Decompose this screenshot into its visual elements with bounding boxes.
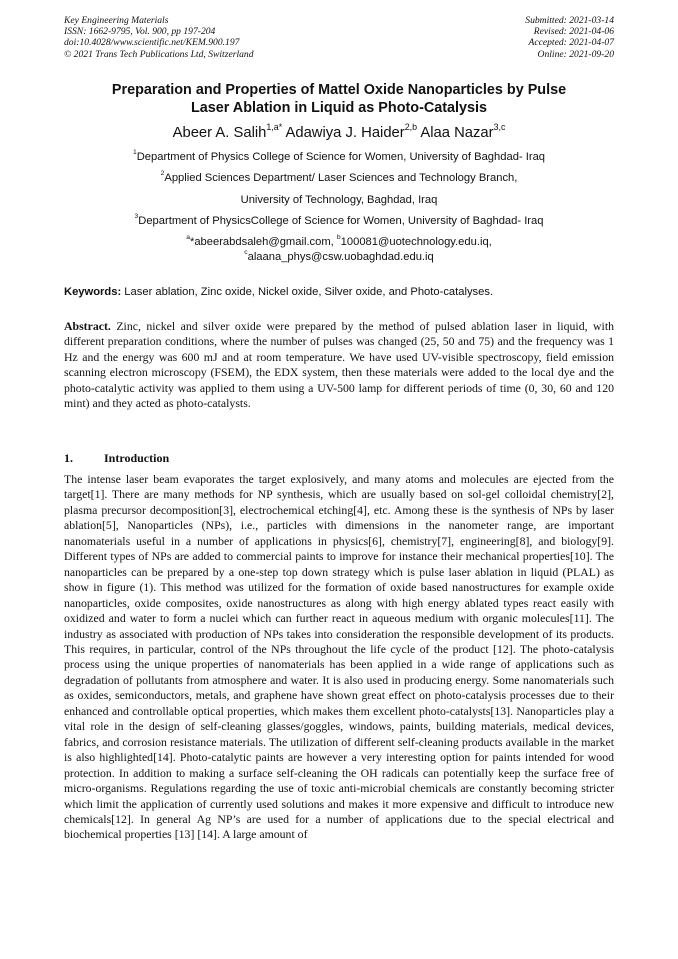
affiliation-text: Department of PhysicsCollege of Science for Women, University of Baghdad- Iraq (138, 215, 544, 227)
email-sup: c (244, 249, 248, 257)
abstract-label: Abstract. (64, 319, 111, 333)
revised-date: Revised: 2021-04-06 (533, 26, 614, 38)
title-line-2: Laser Ablation in Liquid as Photo-Catalysis (190, 99, 488, 116)
abstract (64, 319, 614, 411)
author-list (40, 124, 638, 142)
email-sup: a (186, 234, 190, 242)
affiliation-sup: 2 (160, 170, 165, 178)
affiliation-text: Applied Sciences Department/ Laser Sciences and Technology Branch, (164, 172, 518, 184)
introduction-paragraph: The intense laser beam evaporates the target explosively, and many atoms and molecules are ejected from the target[1]. There are many methods for NP synthesis, which are usually based on sol-gel colloidal chemistry[2], plasma precursor decomposition[3], electrochemical etching[4], etc. Among these is the synthesis of NPs by laser ablation[5], Nanoparticles (NPs), i.e., particles with dimensions in the nanometer range, are important nanomaterials useful in a number of applications in physics[6], chemistry[7], engineering[8], and biology[9]. Different types of NPs are added to commercial paints to improve for instance their mechanical properties[10]. The nanoparticles can be prepared by a one-step top down strategy which is pulse laser ablation in liquid (PLAL) as show in figure (1). This method was utilized for the formation of oxide based nanostructures for example oxide nanoparticles, oxide composites, oxide nanostructures as along with high energy ablated types react easily with oxidized and water to form a nuclei which can further react in aqueous medium with organic molecules[11]. The industry as associated with production of NPs takes into consideration the responsible development of its products. This requires, in particular, control of the NPs throughout the life cycle of the product [12]. The photo-catalysis process using the unique properties of nanomaterials has been applied in a wide range of applications such as degradation of pollutants from atmosphere and water. It is also used in producing energy. Some nanomaterials such as oxides, semiconductors, metals, and graphene have shown great effect on photo-catalysis processes due to their enhanced and controllable optical properties, which makes them excellent photo-catalysts[13]. Nanoparticles play a vital role in the design of self-cleaning glasses/goggles, windows, paints, building materials, medical devices, fabrics, and corrosion resistance materials. The utilization of different self-cleaning products available in the market is also highlighted[14]. Photo-catalytic paints are however a very interesting option for paints intended for wood protection. In addition to making a surface self-cleaning the OH radicals can potentially keep the surface free of micro-organisms. Regulations regarding the use of toxic anti-microbial chemicals are constantly becoming stricter which limit the application of currently used solutions and makes it more expensive and difficult to introduce new chemicals[12]. In general Ag NP’s are used for a number of applications due to the special electrical and biochemical properties [13] [14]. A large amount of (64, 472, 614, 842)
affiliation-2-line-2: University of Technology, Baghdad, Iraq (240, 194, 438, 206)
online-date: Online: 2021-09-20 (537, 48, 614, 60)
email-line-1 (40, 235, 638, 249)
accepted-date: Accepted: 2021-04-07 (528, 37, 614, 49)
issn-line: ISSN: 1662-9795, Vol. 900, pp 197-204 (64, 26, 216, 38)
keywords (64, 285, 624, 299)
affiliation-sup: 3 (134, 213, 139, 221)
email-a[interactable]: *abeerabdsaleh@gmail.com, (189, 236, 337, 248)
section-title: Introduction (104, 451, 170, 465)
section-number: 1. (64, 451, 73, 465)
copyright-line: © 2021 Trans Tech Publications Ltd, Switzerland (64, 48, 254, 60)
email-line-2 (40, 250, 638, 264)
email-b[interactable]: 100081@uotechnology.edu.iq, (340, 236, 492, 248)
email-c[interactable]: alaana_phys@csw.uobaghdad.edu.iq (247, 251, 434, 263)
journal-name: Key Engineering Materials (64, 15, 169, 26)
title-line-1: Preparation and Properties of Mattel Oxide Nanoparticles by Pulse (111, 82, 567, 98)
author-sup: 1,a* (266, 122, 283, 133)
affiliation-1 (40, 150, 638, 164)
keywords-text: Laser ablation, Zinc oxide, Nickel oxide, Silver oxide, and Photo-catalyses. (121, 286, 494, 298)
email-sup: b (336, 234, 341, 242)
journal-header-right (525, 15, 614, 60)
section-heading-introduction (64, 451, 169, 466)
keywords-label: Keywords: (64, 286, 122, 298)
paper-title (60, 82, 618, 117)
author-sup: 2,b (404, 122, 418, 133)
journal-header-left (64, 15, 254, 60)
affiliation-2 (40, 171, 638, 185)
abstract-text: Zinc, nickel and silver oxide were prepared by the method of pulsed ablation laser in liquid, with different preparation conditions, where the number of pulses was changed (25, 50 and 75) and the frequency was 1 Hz and the energy was 600 mJ and at room temperature. We have used UV-visible spectroscopy, field emission scanning electron microscopy (FSEM), the EDX system, then these materials were added to the local dye and the photo-catalytic activity was applied to them using a UV-500 lamp for different periods of time (0, 30, 60 and 120 mint) and they acted as photo-catalysts. (64, 319, 614, 411)
submitted-date: Submitted: 2021-03-14 (525, 15, 614, 26)
affiliation-text: Department of Physics College of Science for Women, University of Baghdad- Iraq (136, 151, 546, 163)
affiliation-3 (40, 214, 638, 228)
author-name: Alaa Nazar (420, 125, 494, 141)
doi-line: doi:10.4028/www.scientific.net/KEM.900.197 (64, 37, 240, 49)
author-name: Adawiya J. Haider (285, 125, 405, 141)
affiliation-sup: 1 (132, 149, 137, 157)
author-name: Abeer A. Salih (172, 125, 267, 141)
author-sup: 3,c (493, 122, 506, 133)
